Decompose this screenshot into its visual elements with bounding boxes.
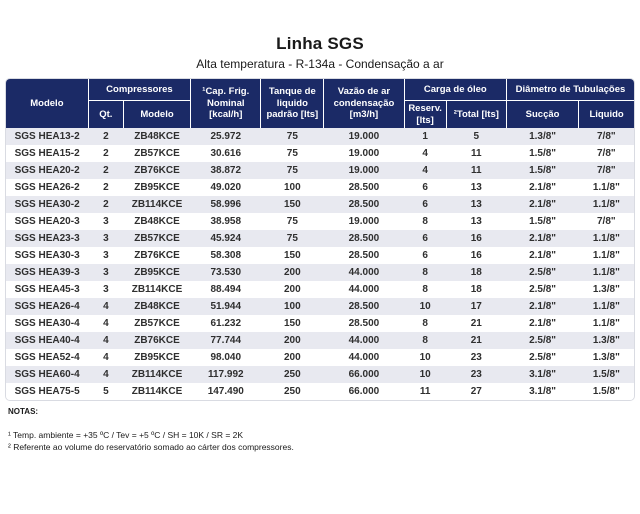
- cell-succao: 2.5/8": [529, 284, 557, 295]
- col-header-qt: Qt.: [88, 101, 123, 129]
- col-header-total: ²Total [lts]: [446, 101, 506, 129]
- cell-qt: 3: [103, 267, 109, 278]
- col-header-vazao: Vazão de ar condensação [m3/h]: [324, 79, 404, 128]
- page-subtitle: Alta temperatura - R-134a - Condensação a ar: [196, 57, 444, 71]
- cell-tanque: 75: [286, 233, 298, 244]
- table-row: [6, 179, 634, 196]
- cell-reserv: 6: [422, 182, 428, 193]
- cell-succao: 1.5/8": [529, 148, 557, 159]
- cell-modelo: SGS HEA26-2: [14, 182, 80, 193]
- cell-total: 5: [473, 131, 480, 142]
- page-title: Linha SGS: [276, 34, 364, 53]
- cell-modelo: SGS HEA20-3: [14, 216, 80, 227]
- cell-modelo: SGS HEA15-2: [14, 148, 80, 159]
- cell-modelo: SGS HEA20-2: [14, 165, 80, 176]
- cell-qt: 5: [103, 386, 109, 397]
- cell-total: 23: [470, 369, 482, 380]
- cell-liquido: 1.1/8": [592, 267, 620, 278]
- cell-qt: 3: [103, 284, 109, 295]
- cell-total: 27: [470, 386, 482, 397]
- notes-list: [8, 430, 640, 454]
- table-row: [6, 230, 634, 247]
- cell-liquido: 1.5/8": [592, 386, 620, 397]
- cell-liquido: 1.1/8": [592, 318, 620, 329]
- cell-qt: 4: [103, 352, 109, 363]
- cell-compressor_modelo: ZB57KCE: [134, 233, 180, 244]
- cell-vazao: 28.500: [348, 250, 380, 261]
- cell-compressor_modelo: ZB48KCE: [134, 216, 180, 227]
- note-item-1: ¹ Temp. ambiente = +35 ºC / Tev = +5 ºC / SH = 10K / SR = 2K: [8, 430, 244, 440]
- cell-tanque: 250: [283, 386, 301, 397]
- cell-reserv: 8: [422, 267, 428, 278]
- cell-compressor_modelo: ZB57KCE: [134, 318, 180, 329]
- cell-qt: 2: [103, 131, 109, 142]
- cell-qt: 4: [103, 301, 109, 312]
- cell-cap_frig: 45.924: [210, 233, 242, 244]
- cell-cap_frig: 117.992: [207, 369, 244, 380]
- table-row: [6, 145, 634, 162]
- cell-vazao: 28.500: [348, 301, 380, 312]
- table-row: [6, 128, 634, 145]
- cell-compressor_modelo: ZB76KCE: [134, 165, 180, 176]
- cell-qt: 3: [103, 216, 109, 227]
- cell-cap_frig: 38.872: [210, 165, 242, 176]
- cell-succao: 1.5/8": [529, 216, 557, 227]
- cell-qt: 2: [103, 182, 109, 193]
- cell-vazao: 44.000: [348, 335, 380, 346]
- col-header-cap-frig: ¹Cap. Frig. Nominal [kcal/h]: [191, 79, 261, 128]
- cell-liquido: 1.1/8": [592, 199, 620, 210]
- cell-total: 18: [470, 267, 482, 278]
- cell-tanque: 200: [283, 284, 301, 295]
- group-header-compressores: Compressores: [88, 79, 190, 101]
- cell-modelo: SGS HEA26-4: [14, 301, 80, 312]
- cell-tanque: 150: [283, 250, 301, 261]
- notes-heading: NOTAS:: [8, 407, 39, 416]
- table-row: [6, 247, 634, 264]
- table-row: [6, 349, 634, 366]
- table-row: [6, 162, 634, 179]
- cell-liquido: 1.1/8": [592, 233, 620, 244]
- cell-liquido: 1.3/8": [592, 284, 620, 295]
- table-row: [6, 264, 634, 281]
- table-row: [6, 213, 634, 230]
- cell-cap_frig: 98.040: [210, 352, 242, 363]
- cell-succao: 1.3/8": [529, 131, 557, 142]
- group-header-diametro-tubulacoes: Diâmetro de Tubulações: [506, 79, 634, 101]
- cell-total: 21: [470, 318, 482, 329]
- cell-total: 11: [471, 165, 482, 176]
- cell-total: 16: [470, 250, 482, 261]
- cell-total: 21: [470, 335, 482, 346]
- cell-liquido: 7/8": [597, 148, 616, 159]
- cell-modelo: SGS HEA30-4: [14, 318, 80, 329]
- cell-cap_frig: 25.972: [210, 131, 242, 142]
- cell-cap_frig: 51.944: [210, 301, 242, 312]
- cell-vazao: 66.000: [348, 386, 380, 397]
- cell-reserv: 11: [419, 386, 431, 397]
- cell-compressor_modelo: ZB76KCE: [134, 335, 180, 346]
- cell-succao: 2.1/8": [529, 182, 557, 193]
- cell-qt: 2: [103, 199, 109, 210]
- cell-modelo: SGS HEA75-5: [14, 386, 80, 397]
- cell-vazao: 44.000: [348, 352, 380, 363]
- cell-tanque: 150: [283, 199, 301, 210]
- cell-total: 13: [470, 182, 482, 193]
- cell-qt: 3: [103, 233, 109, 244]
- cell-compressor_modelo: ZB76KCE: [134, 250, 180, 261]
- cell-cap_frig: 49.020: [210, 182, 242, 193]
- cell-total: 18: [470, 284, 482, 295]
- cell-liquido: 1.5/8": [592, 369, 620, 380]
- cell-compressor_modelo: ZB114KCE: [131, 284, 183, 295]
- cell-total: 17: [470, 301, 482, 312]
- cell-cap_frig: 77.744: [210, 335, 242, 346]
- cell-compressor_modelo: ZB114KCE: [131, 386, 183, 397]
- cell-qt: 2: [103, 148, 109, 159]
- cell-modelo: SGS HEA13-2: [14, 131, 80, 142]
- cell-vazao: 19.000: [348, 148, 380, 159]
- cell-reserv: 10: [419, 301, 431, 312]
- cell-total: 13: [470, 199, 482, 210]
- cell-qt: 4: [103, 335, 109, 346]
- cell-vazao: 28.500: [348, 199, 380, 210]
- cell-vazao: 19.000: [348, 165, 380, 176]
- cell-total: 16: [470, 233, 482, 244]
- cell-succao: 2.1/8": [529, 233, 557, 244]
- cell-succao: 2.5/8": [529, 352, 557, 363]
- table-row: [6, 281, 634, 298]
- cell-vazao: 19.000: [348, 216, 380, 227]
- cell-reserv: 10: [419, 352, 431, 363]
- cell-total: 13: [470, 216, 482, 227]
- cell-liquido: 1.1/8": [592, 250, 620, 261]
- cell-total: 23: [470, 352, 482, 363]
- cell-reserv: 8: [422, 335, 428, 346]
- cell-qt: 3: [103, 250, 109, 261]
- table-body: [6, 128, 634, 400]
- cell-tanque: 250: [283, 369, 301, 380]
- cell-modelo: SGS HEA52-4: [14, 352, 80, 363]
- cell-vazao: 19.000: [348, 131, 380, 142]
- table-row: [6, 298, 634, 315]
- table-row: [6, 315, 634, 332]
- cell-reserv: 8: [422, 318, 428, 329]
- cell-succao: 2.1/8": [529, 250, 557, 261]
- table-row: [6, 332, 634, 349]
- col-header-compressor-modelo: Modelo: [123, 101, 190, 129]
- cell-qt: 4: [103, 369, 109, 380]
- cell-vazao: 44.000: [348, 267, 380, 278]
- cell-qt: 2: [103, 165, 109, 176]
- cell-reserv: 8: [422, 284, 428, 295]
- cell-modelo: SGS HEA30-2: [14, 199, 80, 210]
- col-header-modelo: Modelo: [6, 79, 88, 128]
- cell-liquido: 1.3/8": [592, 335, 620, 346]
- cell-cap_frig: 61.232: [210, 318, 242, 329]
- table-row: [6, 196, 634, 213]
- cell-modelo: SGS HEA60-4: [14, 369, 80, 380]
- cell-tanque: 200: [283, 267, 301, 278]
- cell-vazao: 28.500: [348, 182, 380, 193]
- col-header-reserv: Reserv. [lts]: [404, 101, 446, 129]
- cell-compressor_modelo: ZB95KCE: [134, 352, 180, 363]
- col-header-tanque: Tanque de liquido padrão [lts]: [261, 79, 324, 128]
- cell-compressor_modelo: ZB48KCE: [134, 301, 180, 312]
- cell-succao: 2.5/8": [529, 335, 557, 346]
- cell-succao: 3.1/8": [529, 369, 557, 380]
- cell-modelo: SGS HEA23-3: [14, 233, 80, 244]
- col-header-succao: Sucção: [506, 101, 578, 129]
- cell-tanque: 200: [283, 335, 301, 346]
- cell-reserv: 6: [422, 199, 428, 210]
- cell-compressor_modelo: ZB57KCE: [134, 148, 180, 159]
- cell-reserv: 4: [422, 148, 428, 159]
- cell-modelo: SGS HEA40-4: [14, 335, 80, 346]
- cell-succao: 2.5/8": [529, 267, 557, 278]
- cell-modelo: SGS HEA39-3: [14, 267, 80, 278]
- cell-liquido: 7/8": [597, 131, 616, 142]
- cell-reserv: 4: [422, 165, 428, 176]
- cell-liquido: 1.1/8": [592, 182, 620, 193]
- cell-liquido: 1.1/8": [592, 301, 620, 312]
- table-header: [6, 79, 634, 128]
- cell-reserv: 6: [422, 250, 428, 261]
- cell-vazao: 66.000: [348, 369, 380, 380]
- cell-succao: 2.1/8": [529, 318, 557, 329]
- cell-reserv: 10: [419, 369, 431, 380]
- cell-cap_frig: 73.530: [210, 267, 242, 278]
- cell-tanque: 75: [286, 148, 298, 159]
- cell-cap_frig: 147.490: [207, 386, 244, 397]
- cell-compressor_modelo: ZB95KCE: [134, 182, 180, 193]
- spec-table: [6, 79, 634, 400]
- cell-modelo: SGS HEA30-3: [14, 250, 80, 261]
- cell-total: 11: [471, 148, 482, 159]
- cell-tanque: 75: [286, 131, 298, 142]
- cell-liquido: 7/8": [597, 216, 616, 227]
- cell-vazao: 44.000: [348, 284, 380, 295]
- cell-succao: 3.1/8": [529, 386, 557, 397]
- cell-modelo: SGS HEA45-3: [14, 284, 80, 295]
- cell-succao: 2.1/8": [529, 199, 557, 210]
- cell-tanque: 200: [283, 352, 301, 363]
- cell-tanque: 75: [286, 216, 298, 227]
- spec-table-container: [5, 78, 635, 401]
- cell-vazao: 28.500: [348, 233, 380, 244]
- cell-vazao: 28.500: [348, 318, 380, 329]
- cell-compressor_modelo: ZB48KCE: [134, 131, 180, 142]
- cell-compressor_modelo: ZB95KCE: [134, 267, 180, 278]
- cell-liquido: 1.3/8": [592, 352, 620, 363]
- cell-cap_frig: 88.494: [210, 284, 242, 295]
- cell-succao: 1.5/8": [529, 165, 557, 176]
- cell-cap_frig: 58.996: [210, 199, 242, 210]
- col-header-liquido: Liquido: [579, 101, 634, 129]
- cell-cap_frig: 38.958: [210, 216, 242, 227]
- cell-liquido: 7/8": [597, 165, 616, 176]
- cell-tanque: 100: [283, 301, 301, 312]
- cell-tanque: 100: [283, 182, 301, 193]
- cell-tanque: 150: [283, 318, 301, 329]
- cell-qt: 4: [103, 318, 109, 329]
- cell-compressor_modelo: ZB114KCE: [131, 199, 183, 210]
- cell-compressor_modelo: ZB114KCE: [131, 369, 183, 380]
- cell-succao: 2.1/8": [529, 301, 557, 312]
- cell-reserv: 1: [422, 131, 428, 142]
- table-row: [6, 366, 634, 383]
- cell-tanque: 75: [286, 165, 298, 176]
- cell-reserv: 6: [422, 233, 428, 244]
- table-row: [6, 383, 634, 400]
- group-header-carga-oleo: Carga de óleo: [404, 79, 506, 101]
- note-item-2: ² Referente ao volume do reservatório somado ao cárter dos compressores.: [8, 441, 294, 452]
- cell-cap_frig: 58.308: [210, 250, 242, 261]
- cell-reserv: 8: [422, 216, 428, 227]
- cell-cap_frig: 30.616: [210, 148, 242, 159]
